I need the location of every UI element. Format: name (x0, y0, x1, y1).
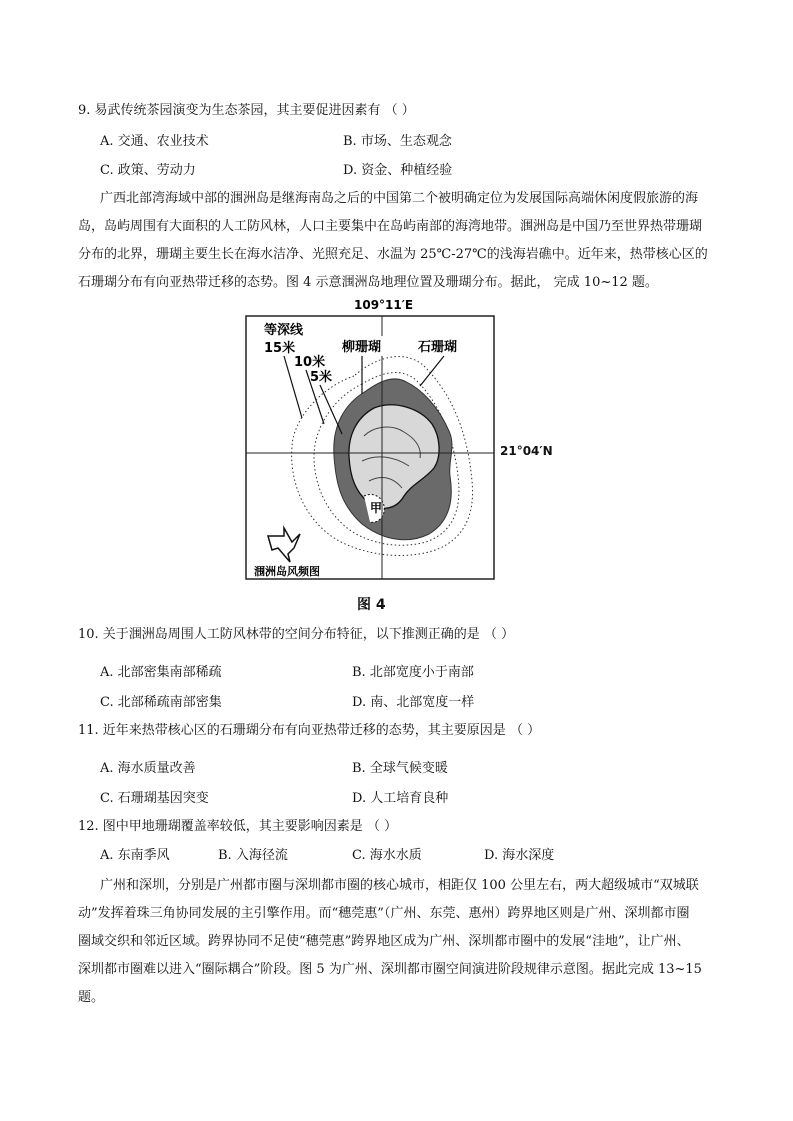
q10-stem: 10. 关于涠洲岛周围人工防风林带的空间分布特征，以下推测正确的是 （ ） (78, 627, 515, 642)
depth-15-label: 15米 (264, 341, 296, 356)
q11-option-a: A. 海水质量改善 (100, 761, 196, 776)
passage2-line-1: 广州和深圳，分别是广州都市圈与深圳都市圈的核心城市，相距仅 100 公里左右，两大超级城市“双城联 (100, 878, 699, 893)
inset-label: 涠洲岛风频图 (254, 565, 320, 578)
q11-option-d: D. 人工培育良种 (352, 791, 449, 806)
q10-option-a: A. 北部密集南部稀疏 (100, 665, 222, 680)
passage2-line-3: 圈域交织和邻近区域。跨界协同不足使“穗莞惠”跨界地区成为广州、深圳都市圈中的发展“洼地”，让广州、 (78, 934, 690, 949)
passage1-line-1: 广西北部湾海域中部的涠洲岛是继海南岛之后的中国第二个被明确定位为发展国际高端休闲度假旅游的海 (100, 191, 699, 206)
q12-stem: 12. 图中甲地珊瑚覆盖率较低，其主要影响因素是 （ ） (78, 819, 398, 834)
q11-option-c: C. 石珊瑚基因突变 (100, 791, 209, 806)
passage2-line-2: 动”发挥着珠三角协同发展的主引擎作用。而“穗莞惠”（广州、东莞、惠州）跨界地区则是广州、深圳都市圈 (78, 906, 690, 921)
q12-option-d: D. 海水深度 (484, 848, 555, 863)
point-jia-label: 甲 (370, 501, 383, 515)
q11-stem: 11. 近年来热带核心区的石珊瑚分布有向亚热带迁移的态势，其主要原因是 （ ） (78, 723, 541, 738)
figure-caption: 图 4 (357, 597, 386, 613)
q12-option-c: C. 海水水质 (352, 848, 422, 863)
q9-option-c: C. 政策、劳动力 (100, 163, 196, 178)
latitude-label: 21°04′N (500, 444, 553, 458)
passage2-line-4: 深圳都市圈难以进入“圈际耦合”阶段。图 5 为广州、深圳都市圈空间演进阶段规律示意图。据此完成 13~15 (78, 962, 702, 977)
q12-option-a: A. 东南季风 (100, 848, 170, 863)
passage1-line-3: 分布的北界，珊瑚主要生长在海水洁净、光照充足、水温为 25℃-27℃的浅海岩礁中。近年来，热带核心区的 (78, 247, 708, 262)
q9-option-d: D. 资金、种植经验 (343, 163, 453, 178)
weizhou-island-map (244, 296, 499, 586)
longitude-label: 109°11′E (354, 298, 414, 312)
passage1-line-4: 石珊瑚分布有向亚热带迁移的态势。图 4 示意涠洲岛地理位置及珊瑚分布。据此， 完成 10~12 题。 (78, 275, 658, 290)
q12-option-b: B. 入海径流 (218, 848, 288, 863)
q10-option-d: D. 南、北部宽度一样 (352, 695, 475, 710)
depth-5-label: 5米 (310, 370, 333, 385)
isobath-title: 等深线 (264, 323, 304, 338)
passage1-line-2: 岛，岛屿周围有大面积的人工防风林，人口主要集中在岛屿南部的海湾地带。涠洲岛是中国乃至世界热带珊瑚 (78, 219, 703, 234)
stone-coral-label: 石珊瑚 (418, 340, 458, 355)
q9-option-a: A. 交通、农业技术 (100, 134, 209, 149)
soft-coral-label: 柳珊瑚 (342, 340, 382, 355)
passage2-line-5: 题。 (78, 990, 105, 1005)
q10-option-c: C. 北部稀疏南部密集 (100, 695, 222, 710)
depth-10-label: 10米 (294, 355, 326, 370)
q9-stem: 9. 易武传统茶园演变为生态茶园，其主要促进因素有 （ ） (78, 103, 415, 118)
q11-option-b: B. 全球气候变暖 (352, 761, 448, 776)
q10-option-b: B. 北部宽度小于南部 (352, 665, 474, 680)
q9-option-b: B. 市场、生态观念 (343, 134, 452, 149)
